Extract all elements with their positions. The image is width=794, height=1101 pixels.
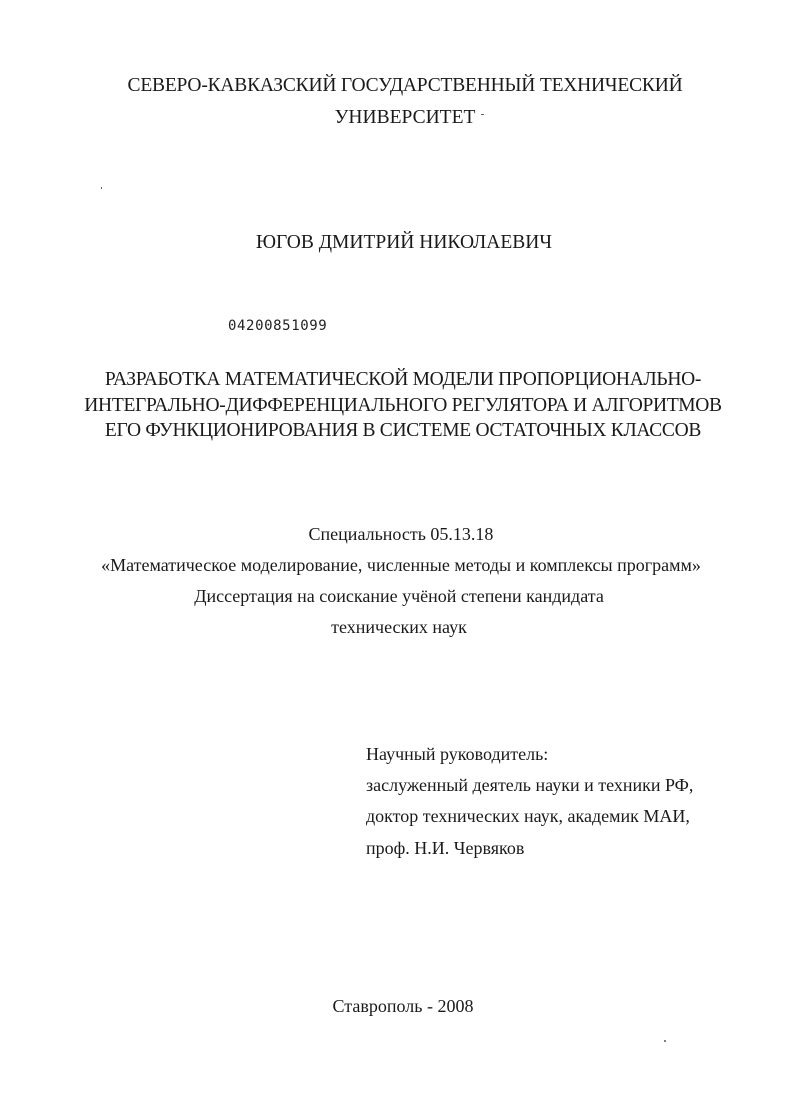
advisor-title-line-2: доктор технических наук, академик МАИ, — [366, 806, 690, 826]
thesis-title-line-3: ЕГО ФУНКЦИОНИРОВАНИЯ В СИСТЕМЕ ОСТАТОЧНЫХ КЛАССОВ — [104, 420, 702, 441]
university-name-line-1: СЕВЕРО-КАВКАЗСКИЙ ГОСУДАРСТВЕННЫЙ ТЕХНИЧЕСКИЙ — [127, 75, 683, 96]
thesis-title-line-1: РАЗРАБОТКА МАТЕМАТИЧЕСКОЙ МОДЕЛИ ПРОПОРЦИОНАЛЬНО- — [104, 369, 702, 390]
specialty-number: Специальность 05.13.18 — [308, 524, 494, 544]
author-name: ЮГОВ ДМИТРИЙ НИКОЛАЕВИЧ — [255, 232, 553, 253]
city-and-year: Ставрополь - 2008 — [332, 996, 474, 1016]
advisor-title-line-1: заслуженный деятель науки и техники РФ, — [366, 775, 694, 795]
dissertation-degree-line-1: Диссертация на соискание учёной степени кандидата — [194, 586, 604, 606]
thesis-title-line-2: ИНТЕГРАЛЬНО-ДИФФЕРЕНЦИАЛЬНОГО РЕГУЛЯТОРА И АЛГОРИТМОВ — [84, 395, 722, 416]
scan-speck — [481, 114, 484, 115]
advisor-label: Научный руководитель: — [366, 744, 549, 764]
specialty-name: «Математическое моделирование, численные методы и комплексы программ» — [101, 555, 701, 575]
advisor-name: проф. Н.И. Червяков — [366, 838, 525, 858]
registration-code: 04200851099 — [228, 318, 328, 334]
scan-speck — [664, 1040, 667, 1043]
scan-speck — [101, 187, 102, 189]
dissertation-degree-line-2: технических наук — [331, 617, 467, 637]
university-name-line-2: УНИВЕРСИТЕТ — [334, 107, 476, 128]
